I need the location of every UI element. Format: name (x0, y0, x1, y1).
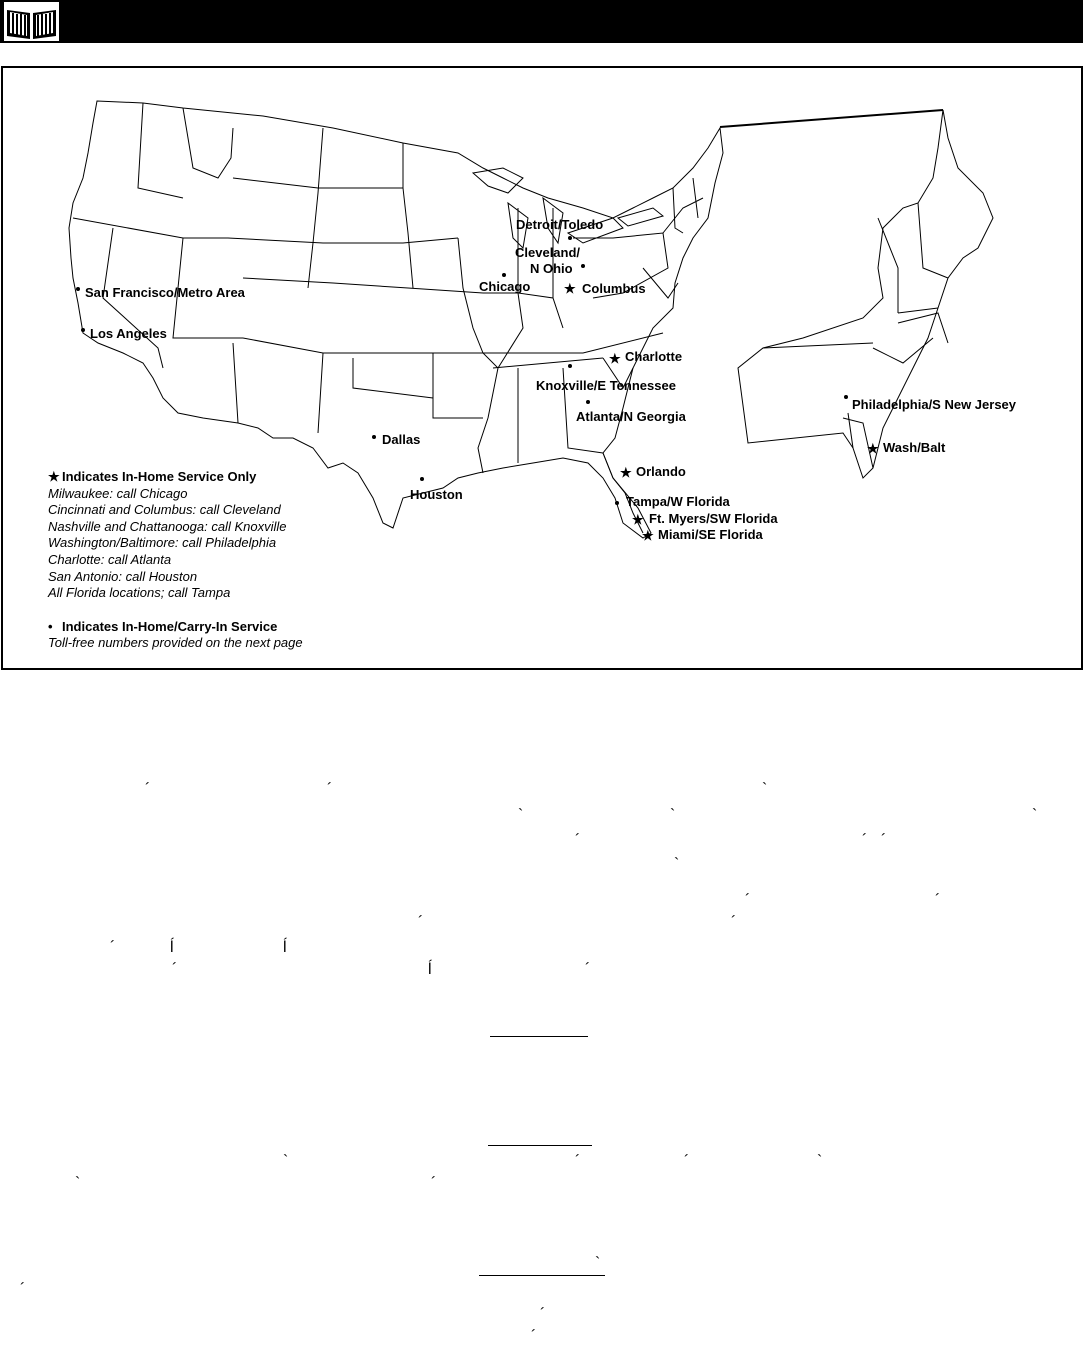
legend-note: San Antonio: call Houston (48, 568, 198, 584)
accent-mark: ´ (531, 1328, 537, 1345)
star-icon: ★ (867, 441, 879, 456)
accent-mark: ´ (20, 1281, 26, 1298)
city-label-chicago: Chicago (479, 279, 531, 294)
star-icon: ★ (632, 512, 644, 527)
legend-dot-heading: • Indicates In-Home/Carry-In Service (48, 618, 278, 634)
underline-rule (488, 1145, 592, 1146)
city-label-ftmyers: Ft. Myers/SW Florida (649, 511, 778, 526)
city-label-philadelphia: Philadelphia/S New Jersey (852, 397, 1017, 412)
city-philadelphia (844, 395, 1017, 412)
map-legend (48, 469, 408, 652)
accent-mark: ´ (731, 914, 737, 931)
city-label-orlando: Orlando (636, 464, 686, 479)
book-icon (4, 2, 59, 41)
accent-mark: ` (1032, 807, 1038, 824)
city-label-charlotte: Charlotte (625, 349, 683, 364)
accent-mark: ´ (881, 832, 887, 849)
city-houston (410, 477, 463, 502)
legend-note: Charlotte: call Atlanta (48, 551, 172, 567)
accent-mark: ĺ (170, 939, 174, 956)
accent-mark: ´ (745, 892, 751, 909)
city-dallas (372, 432, 420, 447)
accent-mark: ´ (935, 892, 941, 909)
city-miami (642, 527, 764, 543)
header-bar (0, 0, 1083, 43)
city-charlotte (609, 349, 682, 366)
city-label-columbus: Columbus (582, 281, 646, 296)
legend-note: Washington/Baltimore: call Philadelphia (48, 535, 277, 551)
city-label-knoxville: Knoxville/E Tennessee (536, 378, 676, 393)
accent-mark: ĺ (428, 961, 432, 978)
star-icon: ★ (48, 469, 60, 484)
city-label-detroit: Detroit/Toledo (516, 217, 604, 232)
legend-note: Milwaukee: call Chicago (48, 485, 188, 501)
accent-mark: ´ (540, 1306, 546, 1323)
star-icon: ★ (642, 528, 654, 543)
legend-star-heading: ★ Indicates In-Home Service Only (48, 469, 257, 484)
city-label-sanfrancisco: San Francisco/Metro Area (85, 285, 245, 300)
service-map (1, 66, 1083, 670)
city-orlando (620, 464, 686, 480)
city-chicago (479, 273, 530, 294)
city-label-miami: Miami/SE Florida (658, 527, 763, 542)
accent-mark: ` (817, 1153, 823, 1170)
underline-rule (479, 1275, 605, 1276)
accent-mark: ´ (327, 781, 333, 798)
city-label-losangeles: Los Angeles (90, 326, 167, 341)
star-icon: ★ (620, 465, 632, 480)
accent-mark: ` (75, 1175, 81, 1192)
underline-rule (490, 1036, 588, 1037)
accent-mark: ĺ (283, 939, 287, 956)
city-sanfrancisco (76, 285, 246, 300)
star-icon: ★ (609, 351, 621, 366)
city-label-washbalt: Wash/Balt (883, 440, 946, 455)
city-label-cleveland: Cleveland/ (515, 245, 581, 260)
city-columbus (564, 281, 646, 296)
accent-mark: ´ (684, 1153, 690, 1170)
accent-mark: ´ (585, 961, 591, 978)
dot-icon: • (48, 618, 53, 634)
city-label-houston: Houston (410, 487, 463, 502)
accent-mark: ´ (110, 939, 116, 956)
legend-note: All Florida locations; call Tampa (48, 585, 231, 601)
accent-mark: ´ (575, 1153, 581, 1170)
city-atlanta (576, 400, 687, 424)
legend-note: Cincinnati and Columbus: call Cleveland (48, 502, 281, 518)
accent-mark: ` (674, 856, 680, 873)
star-icon: ★ (564, 281, 576, 296)
city-tampa (615, 494, 731, 509)
accent-mark: ` (283, 1153, 289, 1170)
accent-mark: ´ (418, 914, 424, 931)
city-label-tampa: Tampa/W Florida (626, 494, 730, 509)
accent-mark: ´ (431, 1175, 437, 1192)
northeast-inset (720, 110, 993, 478)
accent-mark: ` (595, 1255, 601, 1272)
accent-mark: ` (762, 781, 768, 798)
city-washbalt (867, 440, 946, 456)
city-detroit (516, 217, 603, 240)
city-label-dallas: Dallas (382, 432, 421, 447)
city-label-cleveland-2: N Ohio (530, 261, 573, 276)
city-knoxville (536, 364, 676, 393)
accent-mark: ` (670, 807, 676, 824)
accent-mark: ´ (575, 832, 581, 849)
accent-mark: ´ (145, 781, 151, 798)
legend-dot-note: Toll-free numbers provided on the next page (48, 635, 303, 651)
accent-mark: ´ (862, 832, 868, 849)
city-cleveland (515, 245, 585, 276)
city-ftmyers (632, 511, 778, 527)
city-losangeles (81, 326, 167, 341)
city-label-atlanta: Atlanta/N Georgia (576, 409, 686, 424)
accent-mark: ´ (172, 961, 178, 978)
accent-mark: ` (518, 807, 524, 824)
legend-note: Nashville and Chattanooga: call Knoxville (48, 518, 287, 534)
